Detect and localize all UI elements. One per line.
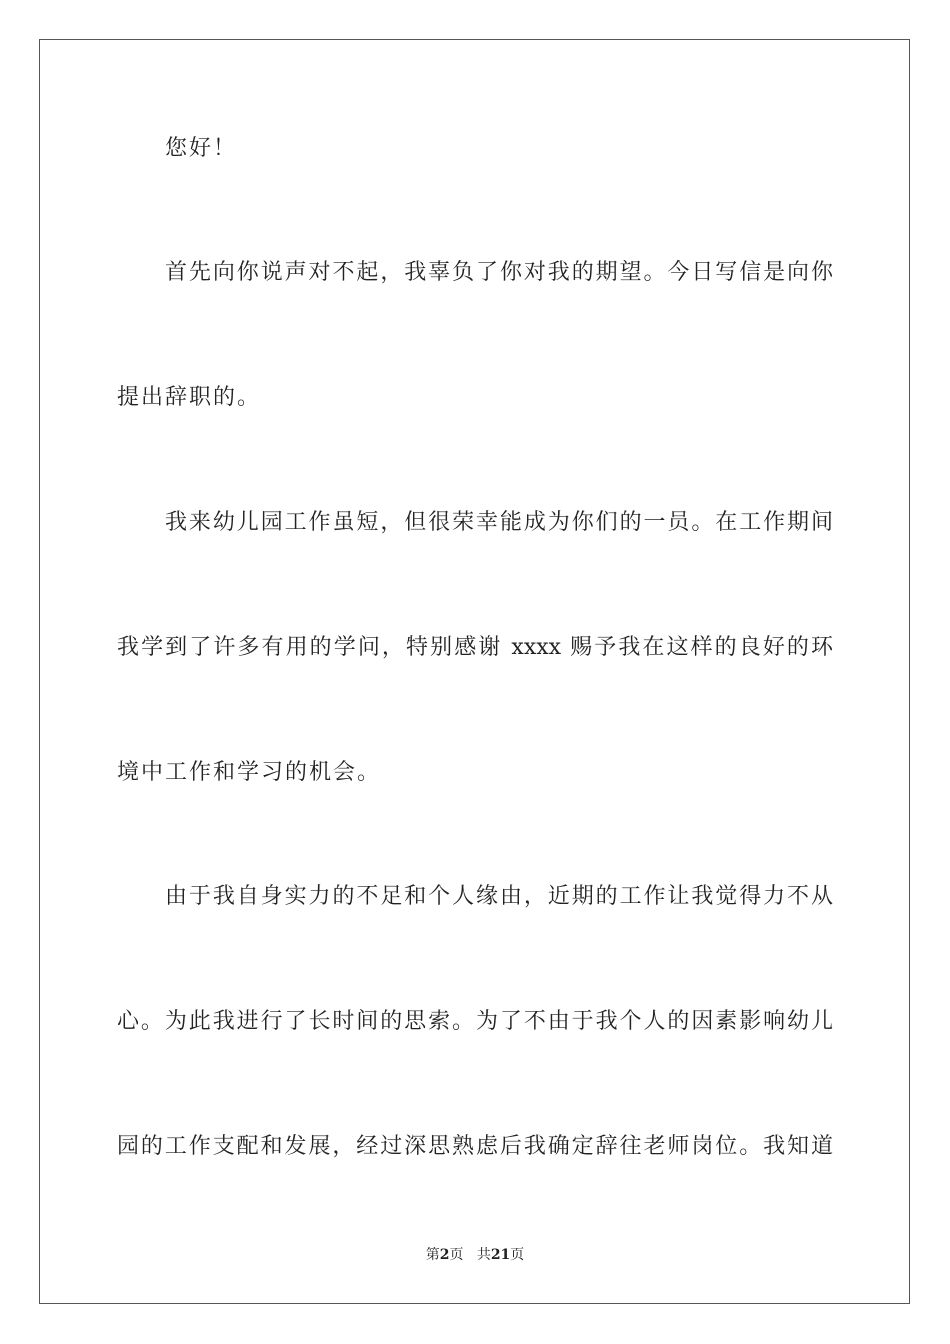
paragraph-2-line-2: 我学到了许多有用的学问，特别感谢 xxxx 赐予我在这样的良好的环	[117, 635, 833, 660]
paragraph-3-line-2: 心。为此我进行了长时间的思索。为了不由于我个人的因素影响幼儿	[117, 1009, 833, 1034]
paragraph-3-line-3: 园的工作支配和发展，经过深思熟虑后我确定辞往老师岗位。我知道	[117, 1134, 833, 1159]
paragraph-2-line-1: 我来幼儿园工作虽短，但很荣幸能成为你们的一员。在工作期间	[165, 510, 833, 535]
total-label-prefix: 共	[476, 1247, 491, 1263]
greeting-line: 您好！	[165, 136, 238, 161]
current-page-number: 2	[439, 1247, 450, 1263]
paragraph-2-line-3: 境中工作和学习的机会。	[117, 760, 382, 785]
page-footer	[0, 1246, 950, 1264]
total-page-count: 21	[490, 1247, 511, 1263]
paragraph-1-line-1: 首先向你说声对不起，我辜负了你对我的期望。今日写信是向你	[165, 260, 833, 285]
page-border	[39, 39, 910, 1304]
page-label-prefix: 第	[425, 1247, 440, 1263]
paragraph-3-line-1: 由于我自身实力的不足和个人缘由，近期的工作让我觉得力不从	[165, 884, 833, 909]
paragraph-1-line-2: 提出辞职的。	[117, 385, 262, 410]
total-label-suffix: 页	[510, 1247, 525, 1263]
page-label-suffix: 页	[449, 1247, 464, 1263]
